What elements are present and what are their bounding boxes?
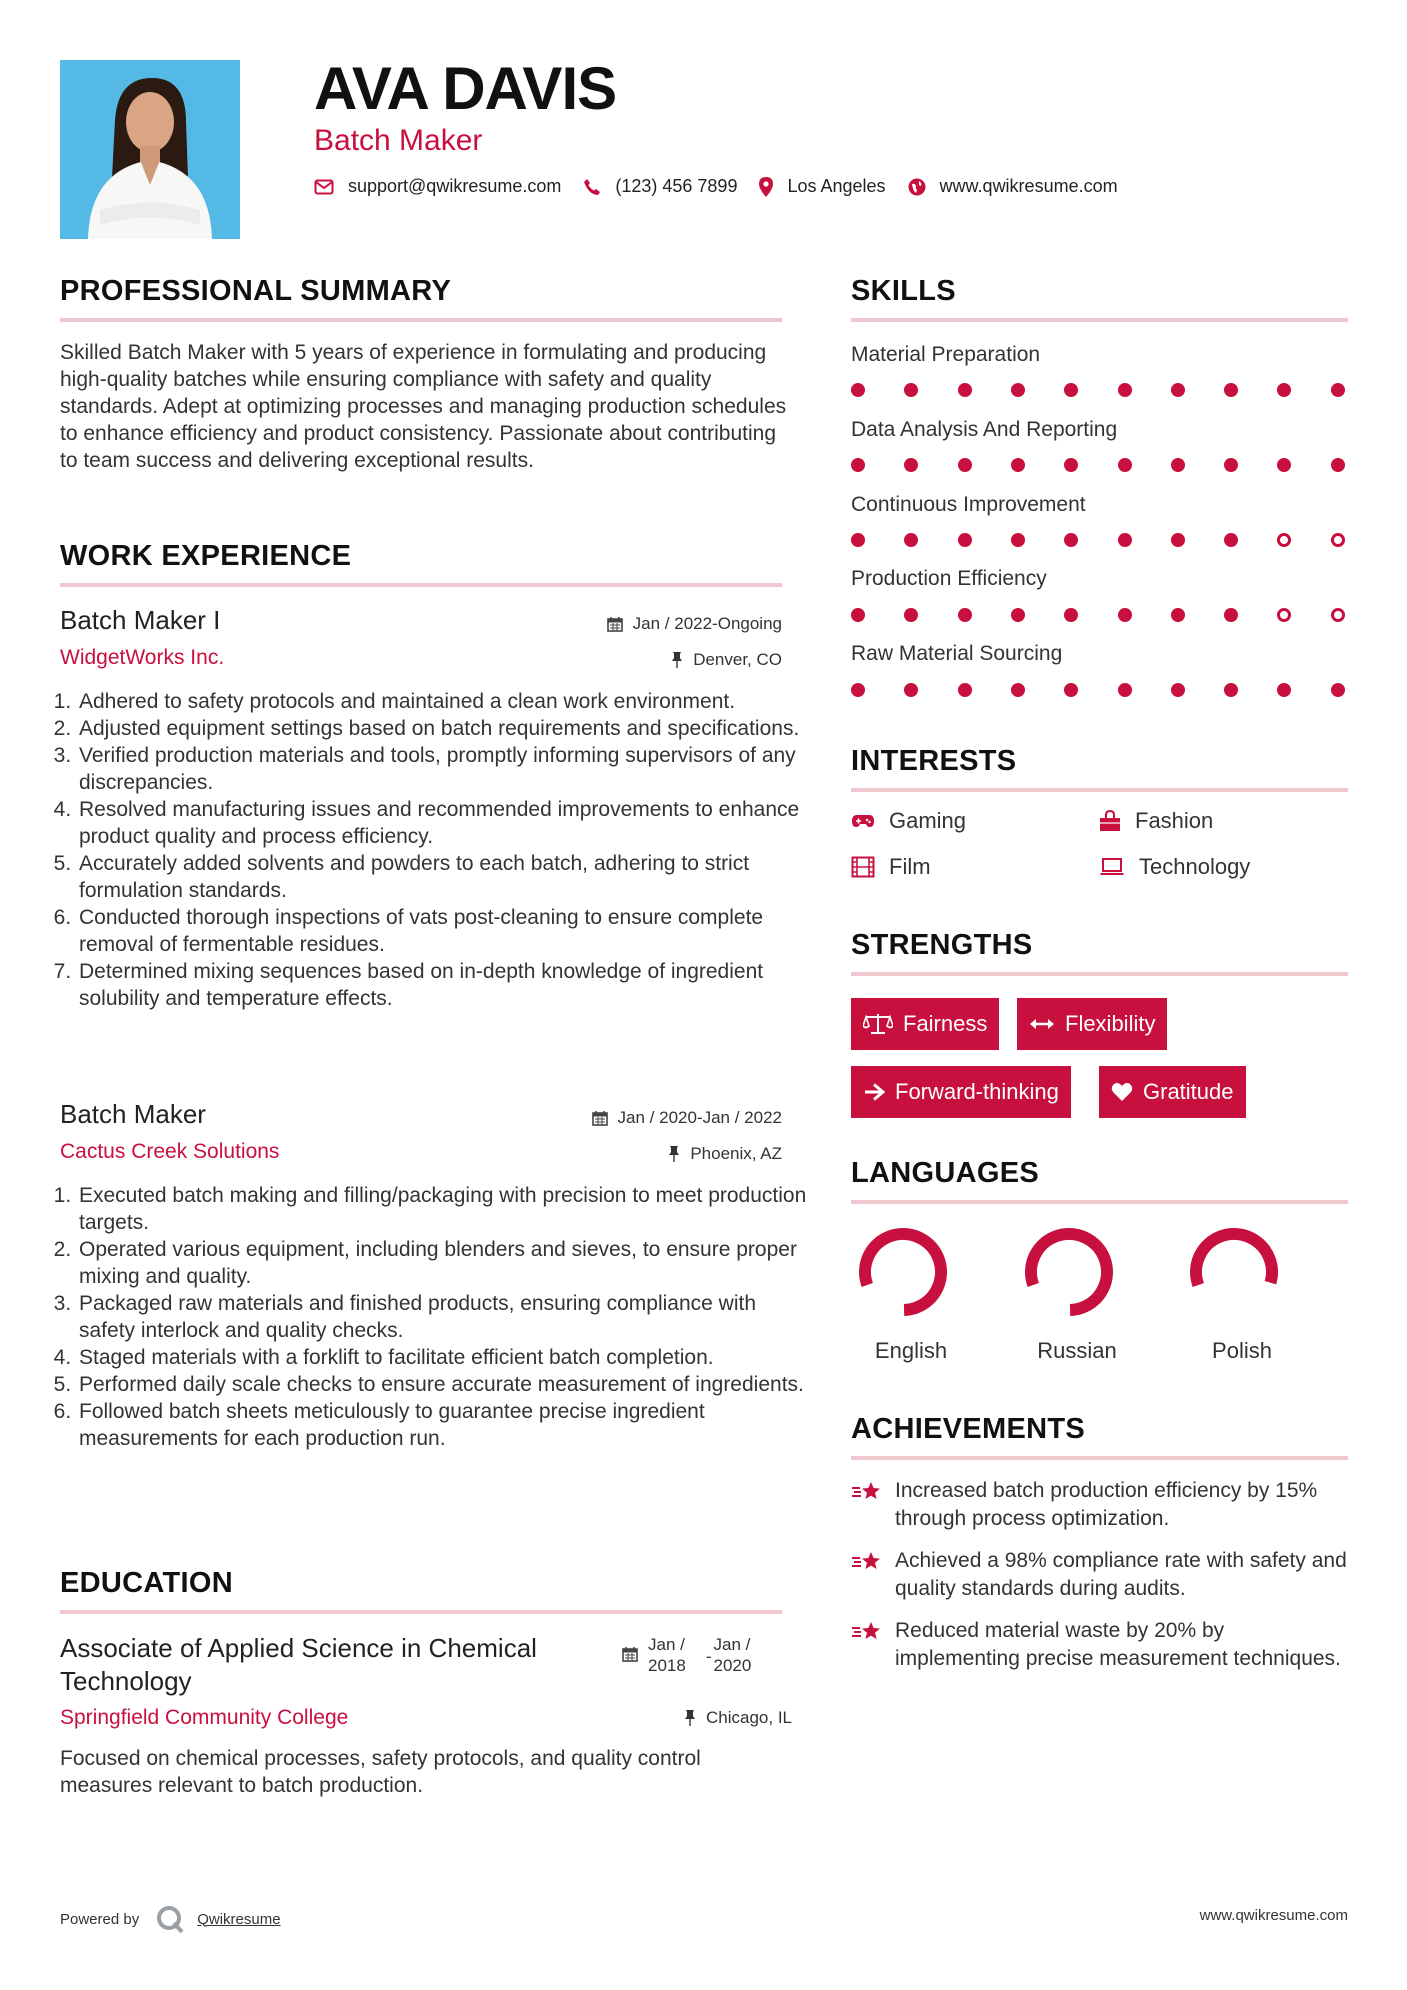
strengths-divider — [851, 972, 1348, 976]
skill-dot-filled — [1118, 683, 1132, 697]
skill-dot-filled — [1064, 683, 1078, 697]
job-title: Batch Maker — [314, 124, 483, 157]
list-item: 3. Packaged raw materials and finished products, ensuring compliance with safety interlock and quality checks. — [77, 1290, 817, 1344]
interest-fashion — [1099, 808, 1213, 834]
laptop-icon — [1099, 857, 1125, 877]
strength-gratitude — [1099, 1066, 1246, 1118]
skill-dot-filled — [1331, 683, 1345, 697]
achievements-heading: ACHIEVEMENTS — [851, 1413, 1086, 1445]
education-description: Focused on chemical processes, safety protocols, and quality control measures relevant to batch production. — [60, 1747, 701, 1797]
skill-dot-filled — [1224, 683, 1238, 697]
language-polish: Polish — [1212, 1338, 1272, 1363]
skill-dot-filled — [1064, 533, 1078, 547]
interest-gaming-label: Gaming — [889, 808, 967, 833]
balance-scale-icon — [863, 1013, 893, 1035]
powered-by-label: Powered by — [60, 1910, 140, 1928]
interests-divider — [851, 788, 1348, 792]
skill-dot-filled — [1011, 533, 1025, 547]
skill-dot-filled — [1118, 383, 1132, 397]
skill-dot-filled — [904, 608, 918, 622]
footer-website[interactable]: www.qwikresume.com — [1199, 1907, 1348, 1924]
skill-3-rating — [851, 533, 1351, 549]
strength-forward-thinking-label: Forward-thinking — [895, 1079, 1059, 1104]
shopping-bag-icon — [1099, 810, 1121, 832]
skill-5-name: Raw Material Sourcing — [851, 642, 1063, 665]
skill-dot-filled — [1277, 383, 1291, 397]
list-item: 6. Conducted thorough inspections of vats post-cleaning to ensure complete removal of fermentable residues. — [77, 904, 817, 958]
skill-dot-empty — [1331, 533, 1345, 547]
skill-dot-filled — [1277, 458, 1291, 472]
skill-2-name: Data Analysis And Reporting — [851, 418, 1118, 441]
education-location-text: Chicago, IL — [706, 1708, 792, 1727]
job-2-location-text: Phoenix, AZ — [690, 1144, 782, 1163]
list-item: 3. Verified production materials and tools, promptly informing supervisors of any discrepancies. — [77, 742, 817, 796]
language-ring-russian — [1020, 1223, 1117, 1320]
school-name: Springfield Community College — [60, 1706, 349, 1729]
language-english: English — [874, 1338, 948, 1363]
skill-dot-empty — [1277, 533, 1291, 547]
degree-title: Associate of Applied Science in Chemical Technology — [60, 1633, 537, 1696]
job-1-company: WidgetWorks Inc. — [60, 646, 225, 669]
skill-dot-filled — [1171, 383, 1185, 397]
list-item: 1. Executed batch making and filling/packaging with precision to meet production targets. — [77, 1182, 817, 1236]
interest-fashion-label: Fashion — [1135, 808, 1214, 833]
phone-icon — [583, 178, 601, 196]
skill-dot-filled — [1118, 608, 1132, 622]
skill-dot-filled — [1171, 608, 1185, 622]
interest-technology-label: Technology — [1139, 854, 1251, 879]
heart-icon — [1111, 1082, 1133, 1102]
education-end-year: 2020 — [713, 1656, 752, 1675]
skill-dot-filled — [1011, 383, 1025, 397]
summary-divider — [60, 318, 782, 322]
phone-text: (123) 456 7899 — [615, 176, 738, 196]
job-1-dates-text: Jan / 2022-Ongoing — [632, 614, 782, 633]
skill-1-rating — [851, 383, 1351, 399]
skill-dot-filled — [958, 458, 972, 472]
language-ring-english — [854, 1223, 951, 1320]
strength-flexibility-label: Flexibility — [1065, 1011, 1156, 1036]
skill-4-name: Production Efficiency — [851, 567, 1047, 590]
footer-powered-by — [60, 1904, 281, 1934]
achievement-3 — [851, 1617, 1351, 1673]
pushpin-icon — [668, 1145, 680, 1163]
strength-fairness-label: Fairness — [903, 1011, 988, 1036]
skill-dot-filled — [1331, 383, 1345, 397]
film-icon — [851, 856, 875, 878]
skill-dot-filled — [1224, 383, 1238, 397]
envelope-icon — [314, 179, 334, 195]
achievements-divider — [851, 1456, 1348, 1460]
skill-dot-filled — [1118, 533, 1132, 547]
skill-5-rating — [851, 683, 1351, 699]
globe-icon — [908, 178, 926, 196]
interest-gaming — [851, 808, 966, 834]
skill-dot-filled — [851, 383, 865, 397]
skill-dot-empty — [1331, 608, 1345, 622]
skill-dot-filled — [1011, 608, 1025, 622]
skill-dot-filled — [958, 608, 972, 622]
website-text: www.qwikresume.com — [939, 176, 1118, 196]
achievement-1 — [851, 1477, 1351, 1533]
job-2-dates — [592, 1108, 782, 1128]
skill-dot-filled — [1224, 533, 1238, 547]
job-2-dates-text: Jan / 2020-Jan / 2022 — [617, 1108, 782, 1127]
skill-dot-filled — [1011, 458, 1025, 472]
skill-dot-filled — [958, 683, 972, 697]
education-divider — [60, 1610, 782, 1614]
profile-photo — [60, 60, 240, 239]
list-item: 2. Adjusted equipment settings based on batch requirements and specifications. — [77, 715, 817, 742]
skill-dot-filled — [851, 683, 865, 697]
skill-dot-filled — [1331, 458, 1345, 472]
qwikresume-link[interactable]: Qwikresume — [197, 1910, 281, 1928]
job-1-duties — [59, 688, 817, 1012]
language-ring-polish — [1185, 1223, 1282, 1320]
summary-heading: PROFESSIONAL SUMMARY — [60, 275, 452, 307]
achievement-1-text: Increased batch production efficiency by 15% through process optimization. — [895, 1479, 1318, 1530]
gamepad-icon — [851, 813, 875, 829]
contact-location — [759, 176, 885, 197]
skills-divider — [851, 318, 1348, 322]
skill-dot-filled — [1064, 383, 1078, 397]
qwikresume-logo-icon — [155, 1904, 185, 1934]
arrows-horizontal-icon — [1029, 1016, 1055, 1032]
education-dates — [622, 1634, 751, 1676]
education-start-year: 2018 — [648, 1656, 686, 1675]
map-marker-icon — [759, 177, 773, 197]
job-2-company: Cactus Creek Solutions — [60, 1140, 280, 1163]
list-item: 5. Accurately added solvents and powders to each batch, adhering to strict formulation standards. — [77, 850, 817, 904]
shooting-star-icon — [851, 1619, 883, 1645]
achievement-2 — [851, 1547, 1351, 1603]
contact-website[interactable] — [908, 176, 1118, 197]
experience-heading: WORK EXPERIENCE — [60, 540, 352, 572]
strength-gratitude-label: Gratitude — [1143, 1079, 1234, 1104]
achievement-2-text: Achieved a 98% compliance rate with safety and quality standards during audits. — [895, 1549, 1347, 1600]
achievement-3-text: Reduced material waste by 20% by implementing precise measurement techniques. — [895, 1619, 1341, 1670]
skills-heading: SKILLS — [851, 275, 956, 307]
skill-dot-filled — [1064, 608, 1078, 622]
education-end-month: Jan / — [713, 1635, 751, 1654]
list-item: 4. Staged materials with a forklift to facilitate efficient batch completion. — [77, 1344, 817, 1371]
list-item: 6. Followed batch sheets meticulously to guarantee precise ingredient measurements for each production run. — [77, 1398, 817, 1452]
interest-film-label: Film — [889, 854, 931, 879]
skill-2-rating — [851, 458, 1351, 474]
list-item: 5. Performed daily scale checks to ensure accurate measurement of ingredients. — [77, 1371, 817, 1398]
education-start-month: Jan / — [648, 1635, 685, 1654]
languages-divider — [851, 1200, 1348, 1204]
skill-dot-filled — [1277, 683, 1291, 697]
skill-dot-filled — [1171, 683, 1185, 697]
skill-dot-filled — [851, 458, 865, 472]
list-item: 1. Adhered to safety protocols and maintained a clean work environment. — [77, 688, 817, 715]
list-item: 2. Operated various equipment, including blenders and sieves, to ensure proper mixing and quality. — [77, 1236, 817, 1290]
strength-flexibility — [1017, 998, 1167, 1050]
strength-forward-thinking — [851, 1066, 1071, 1118]
arrow-right-icon — [863, 1083, 885, 1101]
shooting-star-icon — [851, 1549, 883, 1575]
skill-dot-filled — [851, 608, 865, 622]
job-2-title: Batch Maker — [60, 1099, 206, 1129]
job-2-duties — [59, 1182, 817, 1452]
list-item: 4. Resolved manufacturing issues and recommended improvements to enhance product quality and process efficiency. — [77, 796, 817, 850]
skill-1-name: Material Preparation — [851, 343, 1041, 366]
calendar-icon — [622, 1646, 638, 1662]
interest-technology — [1099, 854, 1250, 880]
job-1-title: Batch Maker I — [60, 605, 221, 635]
skill-dot-filled — [904, 458, 918, 472]
education-location — [684, 1708, 792, 1728]
skill-dot-filled — [958, 533, 972, 547]
skill-dot-filled — [904, 683, 918, 697]
skill-dot-filled — [851, 533, 865, 547]
candidate-name: AVA DAVIS — [314, 55, 617, 122]
skill-dot-filled — [1224, 458, 1238, 472]
email-text: support@qwikresume.com — [348, 176, 562, 196]
skill-dot-filled — [1224, 608, 1238, 622]
job-1-dates — [607, 614, 782, 634]
job-1-location — [671, 650, 782, 670]
shooting-star-icon — [851, 1479, 883, 1505]
list-item: 7. Determined mixing sequences based on in-depth knowledge of ingredient solubility and temperature effects. — [77, 958, 817, 1012]
skill-dot-empty — [1277, 608, 1291, 622]
location-text: Los Angeles — [787, 176, 886, 196]
skill-3-name: Continuous Improvement — [851, 493, 1086, 516]
skill-dot-filled — [1011, 683, 1025, 697]
summary-text: Skilled Batch Maker with 5 years of experience in formulating and producing high-quality batches while ensuring compliance with safety and quality standards. Adept at optimizing processes and managing production schedules to enhance efficiency and product consistency. Passionate about contributing to team success and delivering exceptional results. — [60, 341, 787, 472]
calendar-icon — [592, 1110, 608, 1126]
skill-dot-filled — [1064, 458, 1078, 472]
skill-dot-filled — [904, 533, 918, 547]
experience-divider — [60, 583, 782, 587]
pushpin-icon — [671, 651, 683, 669]
strength-fairness — [851, 998, 999, 1050]
calendar-icon — [607, 616, 623, 632]
interests-heading: INTERESTS — [851, 745, 1017, 777]
contact-bar — [314, 176, 1140, 197]
pushpin-icon — [684, 1709, 696, 1727]
education-heading: EDUCATION — [60, 1567, 233, 1599]
education-date-dash: - — [705, 1647, 712, 1666]
skill-4-rating — [851, 608, 1351, 624]
contact-email[interactable] — [314, 176, 561, 197]
job-2-location — [668, 1144, 782, 1164]
languages-heading: LANGUAGES — [851, 1157, 1039, 1189]
job-1-location-text: Denver, CO — [693, 650, 782, 669]
languages-rings — [851, 1222, 1351, 1332]
skill-dot-filled — [958, 383, 972, 397]
interest-film — [851, 854, 931, 880]
skill-dot-filled — [1118, 458, 1132, 472]
skill-dot-filled — [904, 383, 918, 397]
skill-dot-filled — [1171, 458, 1185, 472]
strengths-heading: STRENGTHS — [851, 929, 1033, 961]
skill-dot-filled — [1171, 533, 1185, 547]
contact-phone[interactable] — [583, 176, 737, 197]
language-russian: Russian — [1037, 1338, 1117, 1363]
